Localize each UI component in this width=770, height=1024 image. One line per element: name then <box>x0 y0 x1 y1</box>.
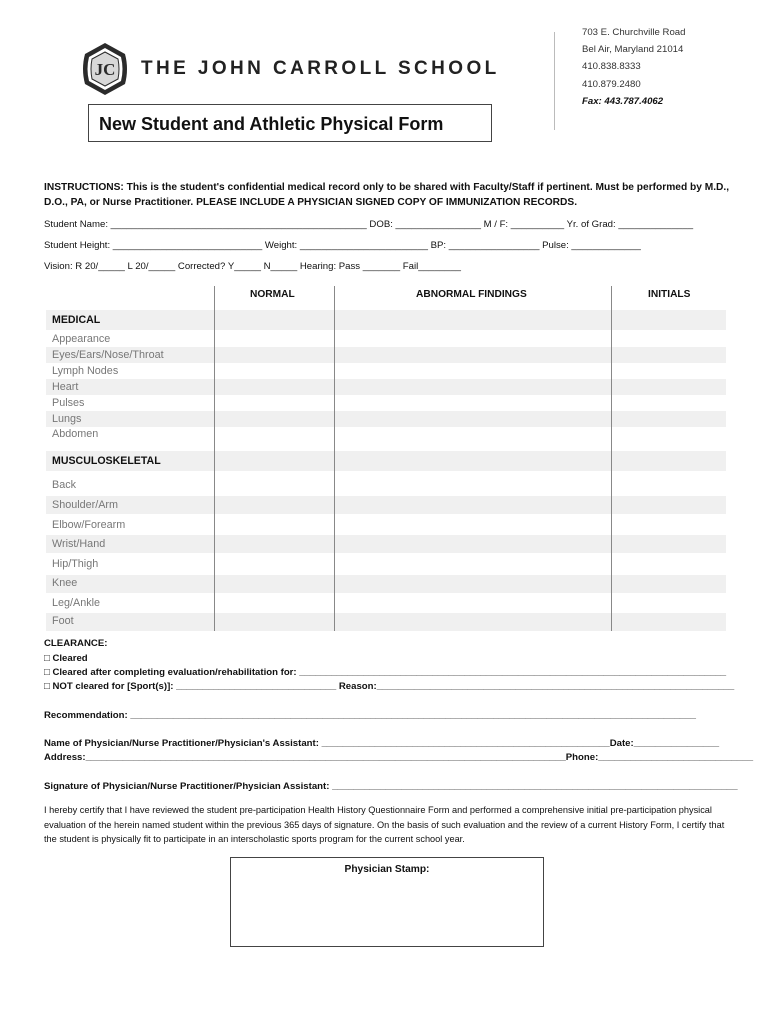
medical-item: Abdomen <box>52 428 99 440</box>
clearance-label: CLEARANCE: <box>44 638 108 649</box>
medical-item: Lungs <box>52 413 82 425</box>
row-band <box>46 613 726 631</box>
header-initials: INITIALS <box>648 289 691 300</box>
medical-header-band <box>46 310 726 330</box>
musculo-item: Hip/Thigh <box>52 558 99 570</box>
row-band <box>46 535 726 553</box>
musculo-item: Leg/Ankle <box>52 597 101 609</box>
form-title: New Student and Athletic Physical Form <box>99 114 444 134</box>
address-line-2: Bel Air, Maryland 21014 <box>582 44 684 55</box>
recommendation-field[interactable]: Recommendation: __________________________________________________________________________________________________________ <box>44 710 696 721</box>
instructions: INSTRUCTIONS: This is the student's confidential medical record only to be shared with Faculty/Staff if pertinent. Must be performed by M.D., D.O., PA, or Nurse Practitioner. PLEASE INCLUDE A PHYSICIAN SIGNED COPY OF IMMUNIZATION RECORDS. <box>44 182 730 208</box>
fax-line: Fax: 443.787.4062 <box>582 96 664 107</box>
col-divider-2 <box>334 286 335 631</box>
medical-item: Heart <box>52 381 79 393</box>
header-abnormal: ABNORMAL FINDINGS <box>416 289 527 300</box>
musculo-item: Wrist/Hand <box>52 538 106 550</box>
row-band <box>46 575 726 593</box>
logo-letters: JC <box>94 60 116 79</box>
musculo-item: Elbow/Forearm <box>52 519 126 531</box>
col-divider-3 <box>611 286 612 631</box>
address-line-1: 703 E. Churchville Road <box>582 27 686 38</box>
row-band <box>46 379 726 395</box>
student-height-row[interactable]: Student Height: ____________________________ Weight: ________________________ BP: _________________ Pulse: _____________ <box>44 240 641 251</box>
cleared-checkbox[interactable]: □ Cleared <box>44 653 88 664</box>
musculo-item: Foot <box>52 615 74 627</box>
address-field[interactable]: Address:__________________________________________________________________________________________Phone:_____________________________ <box>44 752 754 763</box>
form-title-box <box>88 104 492 142</box>
medical-item: Lymph Nodes <box>52 365 119 377</box>
medical-label: MEDICAL <box>52 314 101 326</box>
school-name: THE JOHN CARROLL SCHOOL <box>141 58 500 79</box>
phone-line-1: 410.838.8333 <box>582 61 641 72</box>
row-band <box>46 496 726 514</box>
physician-stamp-label: Physician Stamp: <box>344 864 430 875</box>
col-divider-1 <box>214 286 215 631</box>
musculo-item: Back <box>52 479 77 491</box>
musculo-item: Knee <box>52 577 78 589</box>
certification-text: I hereby certify that I have reviewed the student pre-participation Health History Questionnaire Form and performed a comprehensive initial pre-participation physical evaluation of the herein named student within the previous 365 days of signature. On the basis of such evaluation and the review of a current History Form, I certify that the student is physically fit to participate in an interscholastic sports program for the current school year. <box>44 805 725 844</box>
student-name-row[interactable]: Student Name: ________________________________________________ DOB: ________________ M / F: __________ Yr. of Grad: ______________ <box>44 219 694 230</box>
vision-row[interactable]: Vision: R 20/_____ L 20/_____ Corrected? Y_____ N_____ Hearing: Pass _______ Fail________ <box>44 261 461 272</box>
musculoskeletal-label: MUSCULOSKELETAL <box>52 455 161 467</box>
row-band <box>46 411 726 427</box>
cleared-after-eval-checkbox[interactable]: □ Cleared after completing evaluation/rehabilitation for: ________________________________________________________________________________ <box>44 667 727 678</box>
school-logo <box>80 42 130 96</box>
signature-field[interactable]: Signature of Physician/Nurse Practitioner/Physician Assistant: ____________________________________________________________________________ <box>44 781 738 792</box>
medical-item: Eyes/Ears/Nose/Throat <box>52 349 164 361</box>
musculo-item: Shoulder/Arm <box>52 499 119 511</box>
header-normal: NORMAL <box>250 289 295 300</box>
phone-line-2: 410.879.2480 <box>582 79 641 90</box>
header-divider <box>554 32 555 130</box>
medical-item: Pulses <box>52 397 85 409</box>
physician-name-field[interactable]: Name of Physician/Nurse Practitioner/Physician's Assistant: ______________________________________________________Date:________________ <box>44 738 720 749</box>
not-cleared-checkbox[interactable]: □ NOT cleared for [Sport(s)]: ______________________________ Reason:___________________________________________________________________ <box>44 681 735 692</box>
physician-stamp-box <box>230 857 544 947</box>
medical-item: Appearance <box>52 333 111 345</box>
